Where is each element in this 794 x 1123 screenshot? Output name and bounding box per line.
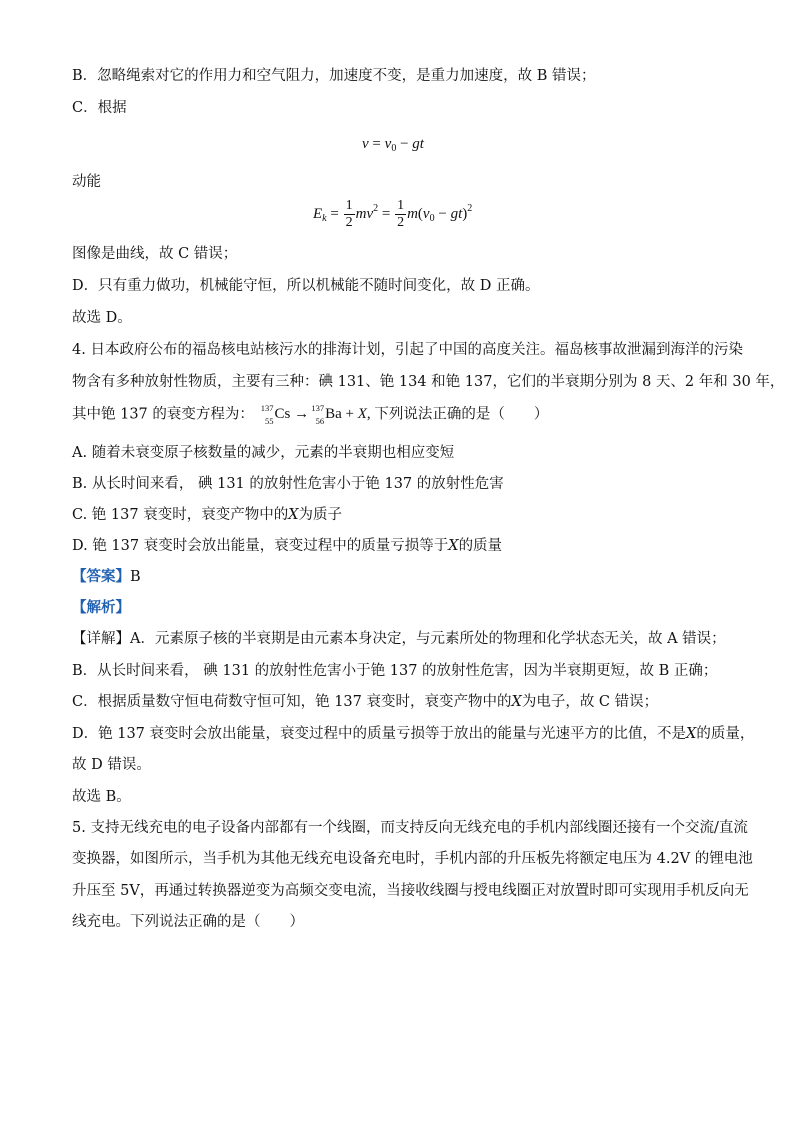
detail-line-a: 【详解】A．元素原子核的半衰期是由元素本身决定，与元素所处的物理和化学状态无关，故 A 错误； (72, 631, 726, 647)
answer-line (72, 567, 141, 587)
nuclide: 137 55 (260, 403, 274, 426)
question-5-stem: 5. 支持无线充电的电子设备内部都有一个线圈，而支持反向无线充电的手机内部线圈还接有一个交流/直流 (72, 820, 748, 836)
option-a: A. 随着未衰变原子核数量的减少，元素的半衰期也相应变短 (72, 445, 455, 461)
fraction: $\frac{1}{2}$ (345, 198, 353, 230)
analysis-line (72, 598, 130, 618)
question-5-stem: 升压至 5V，再通过转换器逆变为高频交变电流，当接收线圈与授电线圈正对放置时即可实现用手机反向无 (72, 883, 749, 899)
option-b: B. 从长时间来看， 碘 131 的放射性危害小于铯 137 的放射性危害 (72, 476, 504, 492)
text-line: 动能 (72, 174, 101, 190)
text-line: B．忽略绳索对它的作用力和空气阻力，加速度不变，是重力加速度，故 B 错误； (72, 68, 596, 84)
equation-velocity: $v = v_0$ − gt (362, 136, 424, 154)
question-4-decay-line: 其中铯 137 的衰变方程为： 137 55 Cs → 137 56 Ba + X, 下列说法正确的是（ ） (72, 403, 549, 426)
detail-line-d: D．铯 137 衰变时会放出能量，衰变过程中的质量亏损等于放出的能量与光速平方的比值，不是X的质量， (72, 726, 755, 742)
decay-equation: 137 55 Cs → 137 56 Ba + X, (259, 406, 375, 422)
option-d: D. 铯 137 衰变时会放出能量，衰变过程中的质量亏损等于X的质量 (72, 538, 503, 554)
equation-kinetic-energy: $E_k$ = $\frac{1}{2}$ $mv^2$ = $\frac{1}{2}$ $m(v_0 - gt)^2$ (313, 198, 473, 230)
text-line: 图像是曲线，故 C 错误； (72, 246, 238, 262)
text-line: C．根据 (72, 100, 127, 116)
analysis-tag: 【解析】 (72, 599, 130, 616)
fraction: $\frac{1}{2}$ (397, 198, 405, 230)
detail-line-d2: 故 D 错误。 (72, 757, 151, 773)
question-4-stem: 4. 日本政府公布的福岛核电站核污水的排海计划，引起了中国的高度关注。福岛核事故泄漏到海洋的污染 (72, 342, 743, 358)
text-line: D．只有重力做功，机械能守恒，所以机械能不随时间变化，故 D 正确。 (72, 278, 540, 294)
answer-value: B (130, 569, 141, 585)
nuclide: 137 56 (311, 403, 325, 426)
text-line: 故选 D。 (72, 310, 132, 326)
question-4-stem: 物含有多种放射性物质，主要有三种：碘 131、铯 134 和铯 137，它们的半衰期分别为 8 天、2 年和 30 年， (72, 374, 785, 390)
option-c: C. 铯 137 衰变时，衰变产物中的X为质子 (72, 507, 343, 523)
detail-conclusion: 故选 B。 (72, 789, 131, 805)
question-5-stem: 变换器，如图所示，当手机为其他无线充电设备充电时，手机内部的升压板先将额定电压为 4.2V 的锂电池 (72, 851, 753, 867)
detail-line-c: C．根据质量数守恒电荷数守恒可知，铯 137 衰变时，衰变产物中的X为电子，故 C 错误； (72, 694, 659, 710)
detail-tag: 【详解】 (72, 631, 130, 647)
question-5-stem: 线充电。下列说法正确的是（ ） (72, 914, 304, 930)
answer-tag: 【答案】 (72, 568, 130, 585)
detail-line-b: B．从长时间来看， 碘 131 的放射性危害小于铯 137 的放射性危害，因为半衰期更短，故 B 正确； (72, 663, 718, 679)
